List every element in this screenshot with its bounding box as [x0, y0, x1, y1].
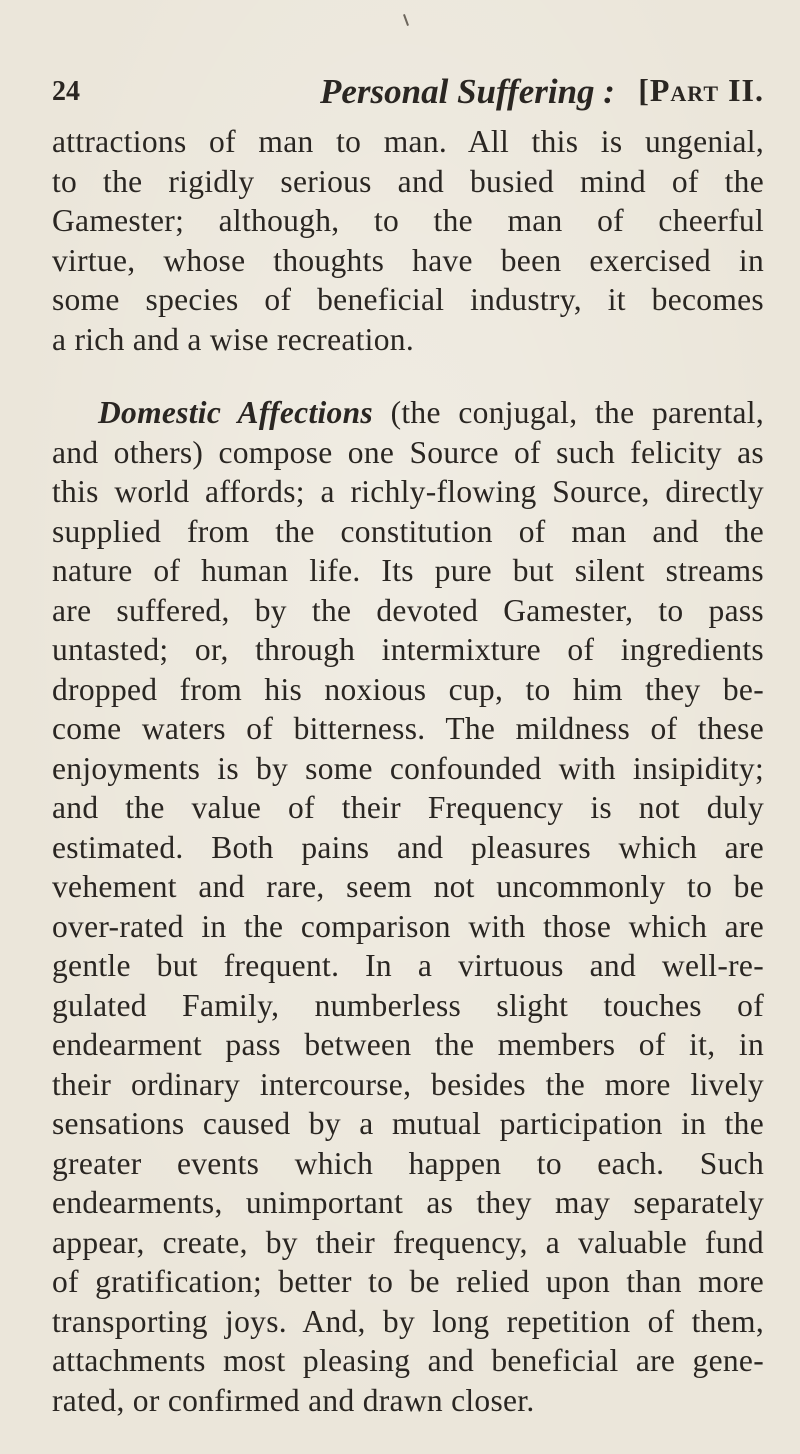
text-line: rated, or confirmed and drawn closer.	[52, 1382, 535, 1418]
part-label: [Part II.	[638, 72, 764, 108]
text-line: and others) compose one Source of such felicity as	[52, 434, 764, 470]
text-line: transporting joys. And, by long repetition of them,	[52, 1303, 764, 1339]
text-line: Gamester; although, to the man of cheerful	[52, 203, 764, 238]
text-line: come waters of bitterness. The mildness of these	[52, 711, 764, 746]
text-line: virtue, whose thoughts have been exercised in	[52, 242, 764, 278]
text-line: their ordinary intercourse, besides the more lively	[52, 1066, 764, 1102]
paragraph-2	[52, 393, 764, 1420]
text-line: this world affords; a richly-flowing Source, directly	[52, 474, 764, 509]
text-line: to the rigidly serious and busied mind of the	[52, 163, 764, 199]
text-line: estimated. Both pains and pleasures which are	[52, 829, 764, 865]
text-line: greater events which happen to each. Such	[52, 1145, 764, 1181]
text-line: enjoyments is by some confounded with insipidity;	[52, 750, 764, 786]
paragraph-gap	[52, 359, 764, 393]
page-number: 24	[52, 76, 80, 107]
running-title: Personal Suffering :	[320, 72, 615, 111]
text-line: dropped from his noxious cup, to him they be-	[52, 671, 764, 707]
text-line: sensations caused by a mutual participation in the	[52, 1106, 764, 1141]
text-line: attachments most pleasing and beneficial are gene-	[52, 1343, 764, 1378]
text-line: gulated Family, numberless slight touches of	[52, 987, 764, 1023]
text-line: a rich and a wise recreation.	[52, 321, 415, 357]
text-line: attractions of man to man. All this is ungenial,	[52, 124, 764, 159]
text-line: of gratification; better to be relied upon than more	[52, 1264, 764, 1299]
text-line: some species of beneficial industry, it becomes	[52, 282, 764, 317]
text-line: nature of human life. Its pure but silent streams	[52, 553, 764, 588]
body-text	[52, 122, 764, 1420]
text-line: are suffered, by the devoted Gamester, to pass	[52, 592, 764, 628]
text-line	[52, 393, 764, 433]
page-header	[52, 70, 764, 118]
text-line: endearment pass between the members of it, in	[52, 1027, 764, 1062]
text-line: vehement and rare, seem not uncommonly to be	[52, 869, 764, 904]
text-line: supplied from the constitution of man and the	[52, 513, 764, 549]
text-line: gentle but frequent. In a virtuous and well-re-	[52, 948, 764, 983]
ink-mark	[403, 14, 409, 26]
text-line-rest: (the conjugal, the parental,	[372, 395, 765, 430]
emphasis-domestic-affections: Domestic Affections	[98, 395, 373, 430]
text-line: over-rated in the comparison with those which are	[52, 908, 764, 944]
text-line: endearments, unimportant as they may separately	[52, 1185, 764, 1220]
text-line: untasted; or, through intermixture of ingredients	[52, 632, 764, 667]
text-line: appear, create, by their frequency, a valuable fund	[52, 1224, 764, 1260]
paragraph-1	[52, 122, 764, 359]
text-line: and the value of their Frequency is not duly	[52, 790, 764, 825]
